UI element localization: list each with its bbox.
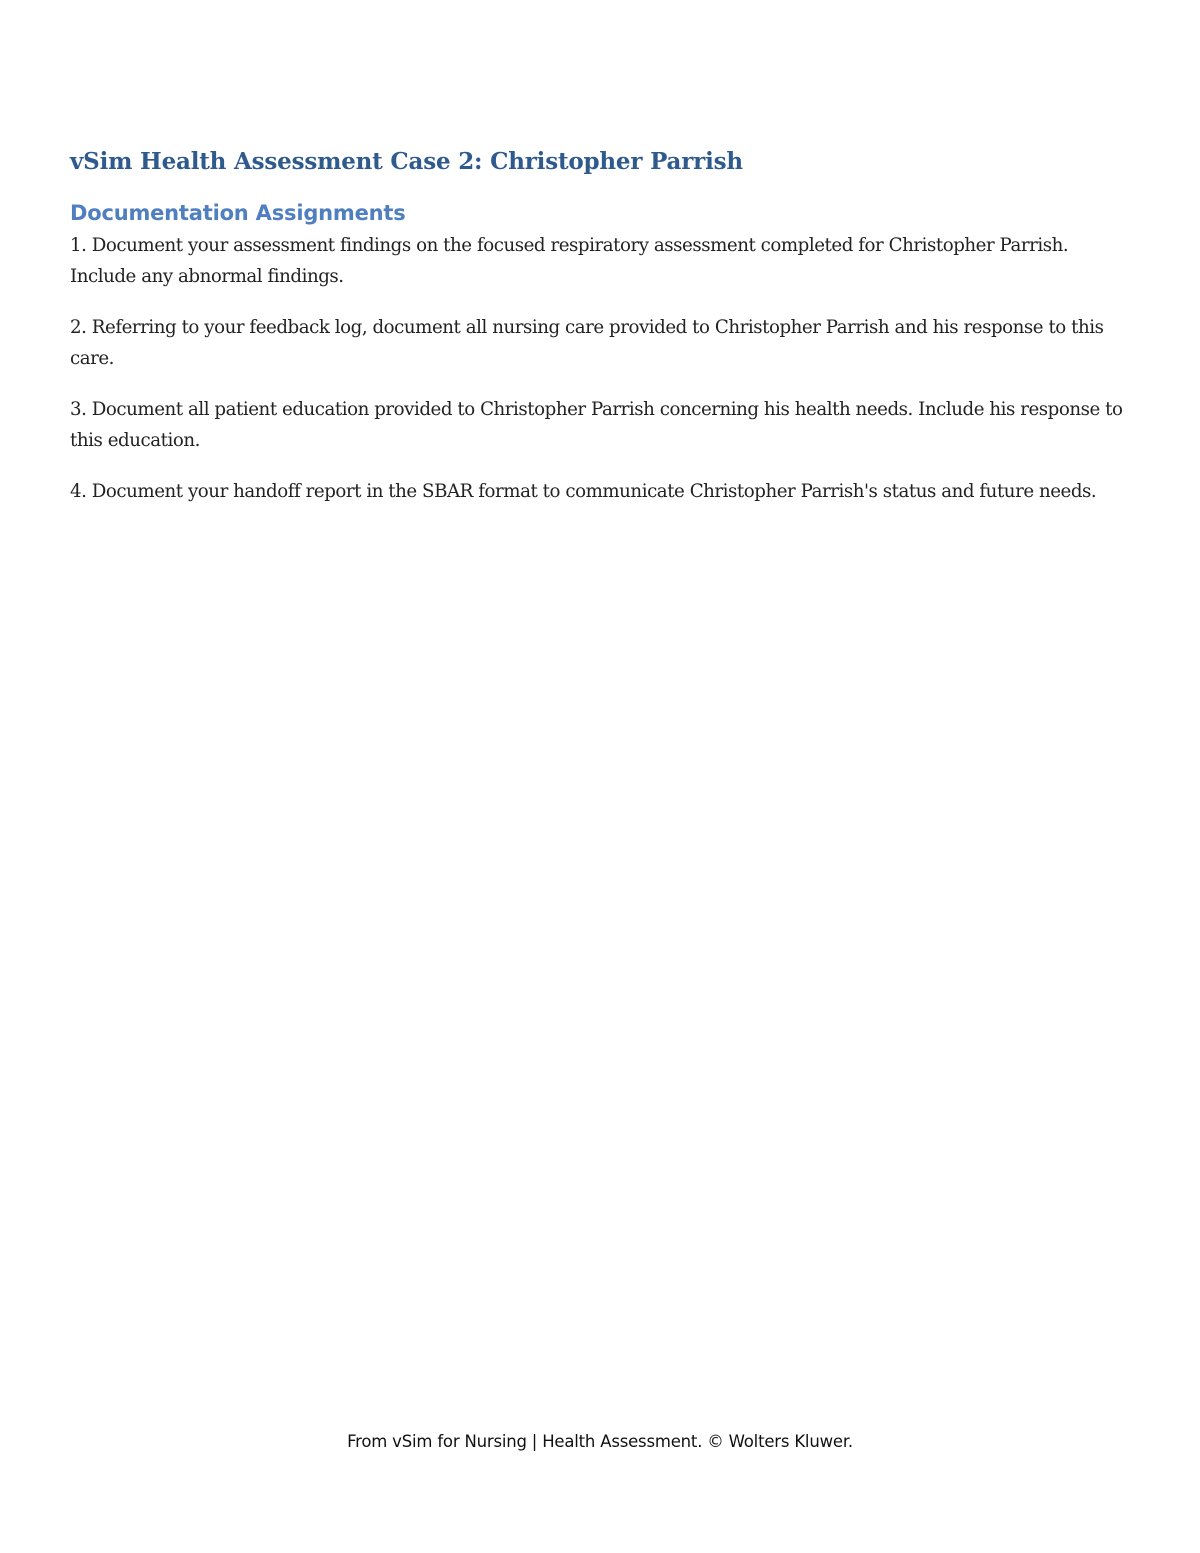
document-content bbox=[70, 146, 1134, 527]
assignment-item-1: 1. Document your assessment findings on the focused respiratory assessment completed for Christopher Parrish. Include any abnormal findings. bbox=[70, 235, 1069, 287]
section-heading: Documentation Assignments bbox=[70, 201, 406, 225]
assignment-item-2: 2. Referring to your feedback log, document all nursing care provided to Christopher Parrish and his response to this care. bbox=[70, 317, 1104, 369]
page-footer: From vSim for Nursing | Health Assessment. © Wolters Kluwer. bbox=[347, 1432, 853, 1451]
assignment-item-3: 3. Document all patient education provided to Christopher Parrish concerning his health needs. Include his response to this education. bbox=[70, 399, 1123, 451]
assignment-item-4: 4. Document your handoff report in the SBAR format to communicate Christopher Parrish's status and future needs. bbox=[70, 481, 1097, 502]
document-title: vSim Health Assessment Case 2: Christopher Parrish bbox=[70, 148, 743, 175]
